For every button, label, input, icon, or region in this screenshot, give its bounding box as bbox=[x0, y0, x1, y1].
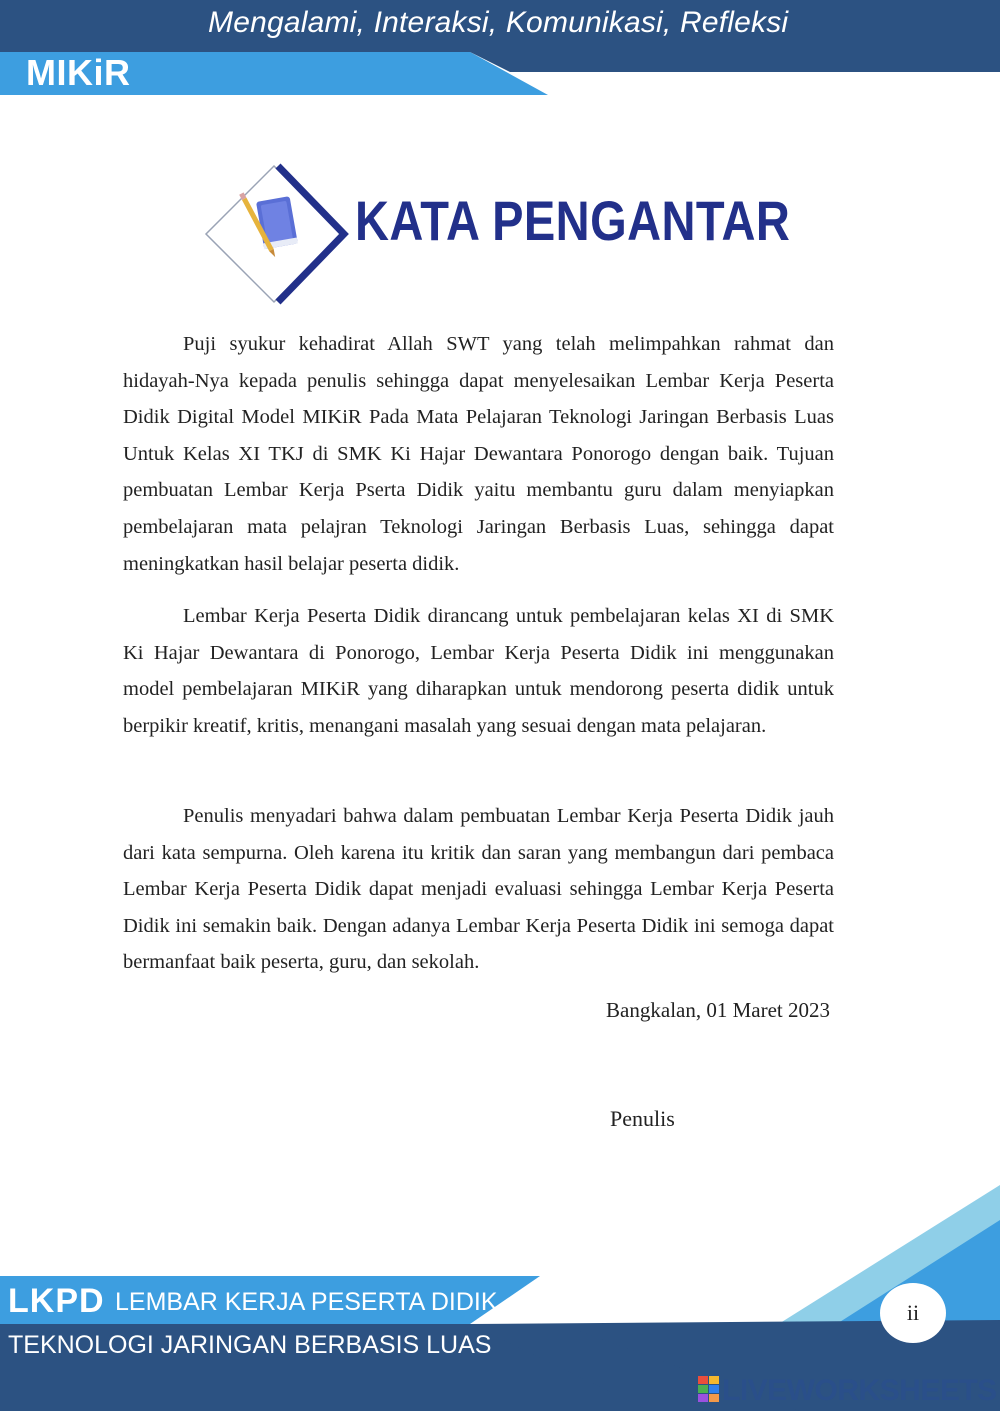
header-tagline: Mengalami, Interaksi, Komunikasi, Refleksi bbox=[208, 6, 789, 39]
paragraph-3: Penulis menyadari bahwa dalam pembuatan Lembar Kerja Peserta Didik jauh dari kata sempurna. Oleh karena itu kritik dan saran yang membangun dari pembaca Lembar Kerja Peserta Didik dapat menjadi evaluasi sehingga Lembar Kerja Peserta Didik ini semakin baik. Dengan adanya Lembar Kerja Peserta Didik ini semoga dapat bermanfaat baik peserta, guru, dan sekolah. bbox=[123, 805, 834, 974]
header-brand: MIKiR bbox=[26, 52, 131, 93]
closing-date: Bangkalan, 01 Maret 2023 bbox=[606, 998, 830, 1022]
footer-course: TEKNOLOGI JARINGAN BERBASIS LUAS bbox=[8, 1331, 492, 1359]
paragraph-2: Lembar Kerja Peserta Didik dirancang untuk pembelajaran kelas XI di SMK Ki Hajar Dewantara di Ponorogo, Lembar Kerja Peserta Didik ini menggunakan model pembelajaran MIKiR yang diharapkan untuk mendorong peserta didik untuk berpikir kreatif, kritis, menangani masalah yang sesuai dengan mata pelajaran. bbox=[123, 605, 834, 737]
watermark-text: LIVEWORKSHEETS bbox=[722, 1374, 997, 1407]
closing-author: Penulis bbox=[610, 1106, 675, 1131]
paragraph-1: Puji syukur kehadirat Allah SWT yang telah melimpahkan rahmat dan hidayah-Nya kepada penulis sehingga dapat menyelesaikan Lembar Kerja Peserta Didik Digital Model MIKiR Pada Mata Pelajaran Teknologi Jaringan Berbasis Luas Untuk Kelas XI TKJ di SMK Ki Hajar Dewantara Ponorogo dengan baik. Tujuan pembuatan Lembar Kerja Pserta Didik yaitu membantu guru dalam menyiapkan pembelajaran mata pelajran Teknologi Jaringan Berbasis Luas, sehingga dapat meningkatkan hasil belajar peserta didik. bbox=[123, 333, 834, 575]
footer-lkpd: LKPD bbox=[8, 1282, 105, 1320]
footer-lkpd-full: LEMBAR KERJA PESERTA DIDIK bbox=[115, 1288, 498, 1316]
page-number: ii bbox=[906, 1300, 920, 1325]
page-title: KATA PENGANTAR bbox=[355, 189, 791, 252]
liveworksheets-logo-icon bbox=[698, 1376, 720, 1404]
book-pencil-icon bbox=[202, 162, 362, 307]
